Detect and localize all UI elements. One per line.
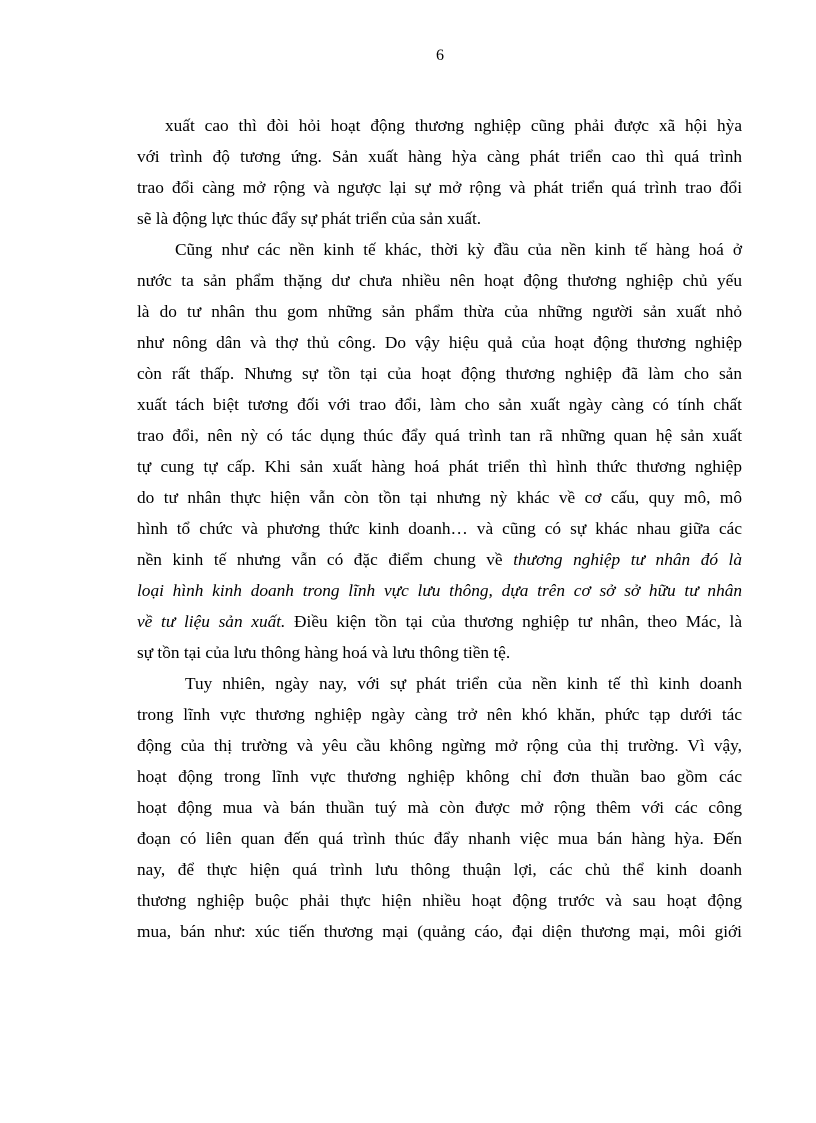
text-line [137, 389, 742, 420]
text-line [137, 203, 742, 234]
text: mua, bán như: xúc tiến thương mại (quảng cáo, đại diện thương mại, môi giới [137, 922, 742, 941]
text-line [137, 296, 742, 327]
text-line [137, 606, 742, 637]
text: Điều kiện tồn tại của thương nghiệp tư nhân, theo Mác, là [285, 612, 743, 631]
italic-text: thương nghiệp tư nhân đó là [513, 550, 742, 569]
italic-text: về tư liệu sản xuất. [137, 612, 286, 631]
text-line [137, 699, 742, 730]
text: như nông dân và thợ thủ công. Do vậy hiệu quả của hoạt động thương nghiệp [137, 333, 742, 352]
text: tự cung tự cấp. Khi sản xuất hàng hoá phát triển thì hình thức thương nghiệp [137, 457, 742, 476]
text-line [137, 327, 742, 358]
text-line [137, 544, 742, 575]
text: trao đổi càng mở rộng và ngược lại sự mở rộng và phát triển quá trình trao đổi [137, 178, 742, 197]
text-line [137, 234, 742, 265]
text-line [137, 761, 742, 792]
text: còn rất thấp. Nhưng sự tồn tại của hoạt động thương nghiệp đã làm cho sản [137, 364, 742, 383]
text-line [137, 110, 742, 141]
text-line [137, 575, 742, 606]
text: trong lĩnh vực thương nghiệp ngày càng trở nên khó khăn, phức tạp dưới tác [137, 705, 742, 724]
text-line [137, 358, 742, 389]
text: hoạt động trong lĩnh vực thương nghiệp không chỉ đơn thuần bao gồm các [137, 767, 742, 786]
text: là do tư nhân thu gom những sản phẩm thừa của những người sản xuất nhỏ [137, 302, 742, 321]
text-line [137, 265, 742, 296]
text: đoạn có liên quan đến quá trình thúc đẩy nhanh việc mua bán hàng hỳa. Đến [137, 829, 742, 848]
text-line [137, 823, 742, 854]
text: thương nghiệp buộc phải thực hiện nhiều hoạt động trước và sau hoạt động [137, 891, 742, 910]
text-line [137, 482, 742, 513]
text: nước ta sản phẩm thặng dư chưa nhiều nên hoạt động thương nghiệp chủ yếu [137, 271, 742, 290]
text: với trình độ tương ứng. Sản xuất hàng hỳa càng phát triển cao thì quá trình [137, 147, 742, 166]
text-line [137, 513, 742, 544]
text: trao đổi, nên nỳ có tác dụng thúc đẩy quá trình tan rã những quan hệ sản xuất [137, 426, 742, 445]
text: xuất cao thì đòi hỏi hoạt động thương nghiệp cũng phải được xã hội hỳa [165, 116, 742, 135]
text: Tuy nhiên, ngày nay, với sự phát triển của nền kinh tế thì kinh doanh [185, 674, 742, 693]
text: sự tồn tại của lưu thông hàng hoá và lưu thông tiền tệ. [137, 643, 511, 662]
text-line [137, 420, 742, 451]
text-line [137, 451, 742, 482]
text: nền kinh tế nhưng vẫn có đặc điểm chung về [137, 550, 514, 569]
text-line [137, 854, 742, 885]
text-line [137, 885, 742, 916]
italic-text: loại hình kinh doanh trong lĩnh vực lưu thông, dựa trên cơ sở sở hữu tư nhân [137, 581, 742, 600]
text: động của thị trường và yêu cầu không ngừng mở rộng của thị trường. Vì vậy, [137, 736, 742, 755]
text: xuất tách biệt tương đối với trao đổi, làm cho sản xuất ngày càng có tính chất [137, 395, 742, 414]
page-number: 6 [436, 47, 444, 64]
text-line [137, 172, 742, 203]
text: nay, để thực hiện quá trình lưu thông thuận lợi, các chủ thể kinh doanh [137, 860, 742, 879]
text-line [137, 916, 742, 947]
text-line [137, 141, 742, 172]
text: Cũng như các nền kinh tế khác, thời kỳ đầu của nền kinh tế hàng hoá ở [175, 240, 742, 259]
text: do tư nhân thực hiện vẫn còn tồn tại nhưng nỳ khác về cơ cấu, quy mô, mô [137, 488, 742, 507]
text-line [137, 668, 742, 699]
document-body [137, 110, 742, 947]
text: hoạt động mua và bán thuần tuý mà còn được mở rộng thêm với các công [137, 798, 742, 817]
text-line [137, 637, 742, 668]
text-line [137, 730, 742, 761]
text: hình tổ chức và phương thức kinh doanh… và cũng có sự khác nhau giữa các [137, 519, 742, 538]
text-line [137, 792, 742, 823]
text: sẽ là động lực thúc đẩy sự phát triển của sản xuất. [137, 209, 482, 228]
